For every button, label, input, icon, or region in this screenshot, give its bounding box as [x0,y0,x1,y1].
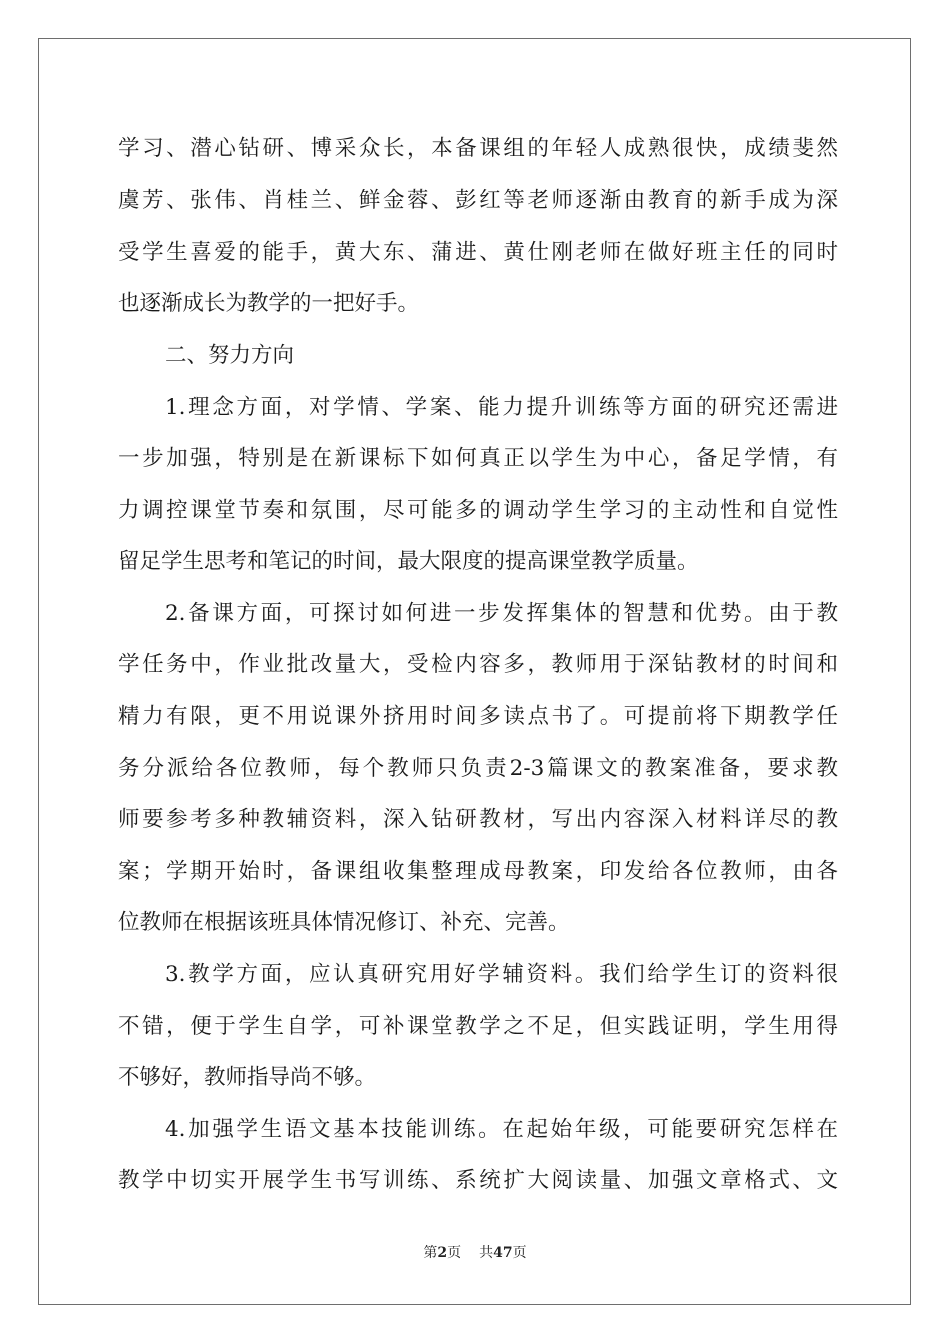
text-line: 一步加强，特别是在新课标下如何真正以学生为中心，备足学情，有 [118,446,838,471]
text-line: 师要参考多种教辅资料，深入钻研教材，写出内容深入材料详尽的教 [118,807,838,832]
text-line: 位教师在根据该班具体情况修订、补充、完善。 [118,910,570,935]
text-line: 案；学期开始时，备课组收集整理成母教案，印发给各位教师，由各 [118,859,838,884]
text-line: 学习、潜心钻研、博采众长，本备课组的年轻人成熟很快，成绩斐然 [118,136,838,161]
total-pages: 47 [493,1245,513,1261]
page-number: 2 [437,1245,448,1261]
text-line: 不够好，教师指导尚不够。 [118,1065,377,1090]
text-line: 1.理念方面，对学情、学案、能力提升训练等方面的研究还需进 [165,395,838,420]
text-line: 也逐渐成长为教学的一把好手。 [118,291,420,316]
text-line: 3.教学方面，应认真研究用好学辅资料。我们给学生订的资料很 [165,962,838,987]
text-line: 2.备课方面，可探讨如何进一步发挥集体的智慧和优势。由于教 [165,601,838,626]
text-line: 教学中切实开展学生书写训练、系统扩大阅读量、加强文章格式、文 [118,1168,838,1193]
total-prefix: 共 [479,1245,494,1261]
text-line: 学任务中，作业批改量大，受检内容多，教师用于深钻教材的时间和 [118,652,838,677]
page-prefix: 第 [423,1245,438,1261]
text-line: 受学生喜爱的能手，黄大东、蒲进、黄仕刚老师在做好班主任的同时 [118,240,838,265]
text-line: 务分派给各位教师，每个教师只负责2-3篇课文的教案准备，要求教 [118,756,838,781]
text-line: 留足学生思考和笔记的时间，最大限度的提高课堂教学质量。 [118,549,699,574]
text-line: 精力有限，更不用说课外挤用时间多读点书了。可提前将下期教学任 [118,704,838,729]
page-footer [0,1244,950,1262]
text-line: 虞芳、张伟、肖桂兰、鲜金蓉、彭红等老师逐渐由教育的新手成为深 [118,188,838,213]
section-heading: 二、努力方向 [165,343,295,368]
text-line: 4.加强学生语文基本技能训练。在起始年级，可能要研究怎样在 [165,1117,838,1142]
page-suffix: 页 [447,1245,462,1261]
text-line: 不错，便于学生自学，可补课堂教学之不足，但实践证明，学生用得 [118,1014,838,1039]
text-line: 力调控课堂节奏和氛围，尽可能多的调动学生学习的主动性和自觉性 [118,498,838,523]
total-suffix: 页 [512,1245,527,1261]
